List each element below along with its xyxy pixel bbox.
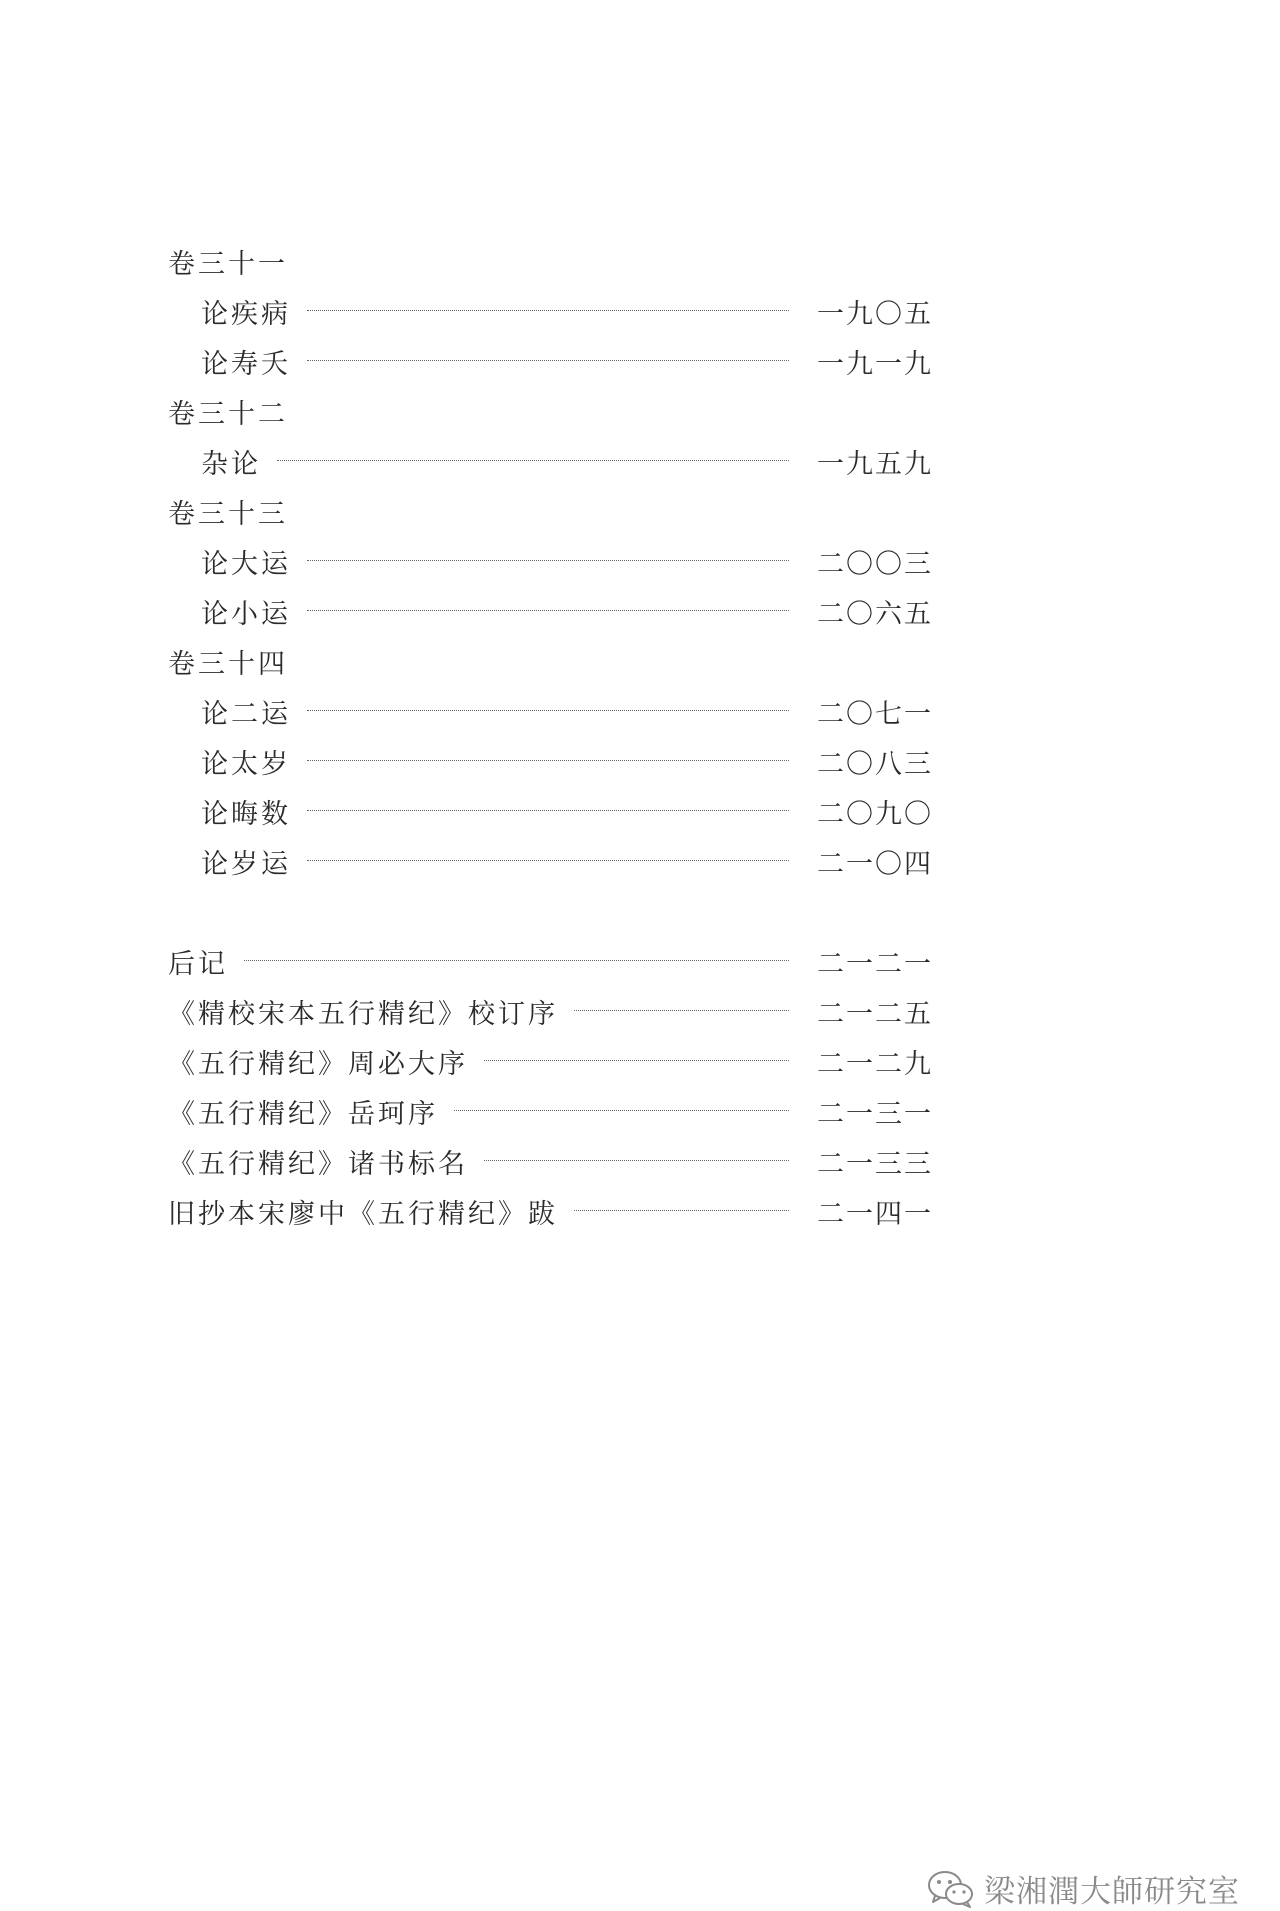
- toc-label: 论二运: [201, 698, 291, 730]
- toc-entry: [168, 686, 933, 736]
- toc-entry: [168, 586, 933, 636]
- toc-label: 卷三十一: [168, 248, 288, 280]
- dotted-leader: [307, 860, 789, 861]
- dotted-leader: [307, 560, 789, 561]
- toc-entry: [168, 286, 933, 336]
- toc-entry: [168, 1086, 933, 1136]
- toc-label: 《五行精纪》诸书标名: [168, 1148, 468, 1180]
- toc-entry: [168, 336, 933, 386]
- toc-page-number: 一九一九: [817, 348, 933, 380]
- dotted-leader: [307, 760, 789, 761]
- toc-page-number: 二〇九〇: [817, 798, 933, 830]
- dotted-leader: [307, 360, 789, 361]
- toc-label: 后记: [168, 948, 228, 980]
- toc-page-number: 二一三一: [817, 1098, 933, 1130]
- toc-label: 《精校宋本五行精纪》校订序: [168, 998, 558, 1030]
- toc-volume-heading: [168, 636, 933, 686]
- dotted-leader: [307, 810, 789, 811]
- toc-page-number: 一九五九: [817, 448, 933, 480]
- toc-label: 论疾病: [201, 298, 291, 330]
- dotted-leader: [277, 460, 789, 461]
- toc-page-number: 二一二九: [817, 1048, 933, 1080]
- toc-page-number: 二〇六五: [817, 598, 933, 630]
- toc-volume-heading: [168, 386, 933, 436]
- dotted-leader: [484, 1060, 789, 1061]
- watermark-text: 梁湘潤大師研究室: [984, 1874, 1240, 1910]
- dotted-leader: [307, 310, 789, 311]
- toc-entry: [168, 786, 933, 836]
- toc-entry: [168, 836, 933, 886]
- toc-page-number: 二一二五: [817, 998, 933, 1030]
- toc-label: 论晦数: [201, 798, 291, 830]
- watermark: [926, 1866, 1240, 1911]
- table-of-contents: [168, 236, 933, 1236]
- dotted-leader: [574, 1210, 789, 1211]
- toc-page-number: 二一三三: [817, 1148, 933, 1180]
- toc-volume-heading: [168, 486, 933, 536]
- toc-page-number: 一九〇五: [817, 298, 933, 330]
- toc-label: 卷三十二: [168, 398, 288, 430]
- dotted-leader: [574, 1010, 789, 1011]
- toc-label: 论寿夭: [201, 348, 291, 380]
- toc-page-number: 二〇八三: [817, 748, 933, 780]
- wechat-icon: [926, 1869, 976, 1909]
- toc-entry: [168, 536, 933, 586]
- toc-label: 旧抄本宋廖中《五行精纪》跋: [168, 1198, 558, 1230]
- toc-page-number: 二一〇四: [817, 848, 933, 880]
- dotted-leader: [307, 610, 789, 611]
- toc-label: 《五行精纪》岳珂序: [168, 1098, 438, 1130]
- toc-page-number: 二一二一: [817, 948, 933, 980]
- toc-label: 卷三十三: [168, 498, 288, 530]
- dotted-leader: [484, 1160, 789, 1161]
- toc-page-number: 二一四一: [817, 1198, 933, 1230]
- toc-label: 论小运: [201, 598, 291, 630]
- toc-label: 论岁运: [201, 848, 291, 880]
- toc-label: 《五行精纪》周必大序: [168, 1048, 468, 1080]
- toc-entry: [168, 1036, 933, 1086]
- toc-entry: [168, 1186, 933, 1236]
- toc-page-number: 二〇〇三: [817, 548, 933, 580]
- dotted-leader: [454, 1110, 789, 1111]
- dotted-leader: [307, 710, 789, 711]
- toc-volume-heading: [168, 236, 933, 286]
- toc-entry: [168, 986, 933, 1036]
- toc-page-number: 二〇七一: [817, 698, 933, 730]
- toc-label: 论太岁: [201, 748, 291, 780]
- toc-label: 论大运: [201, 548, 291, 580]
- toc-label: 卷三十四: [168, 648, 288, 680]
- toc-entry: [168, 1136, 933, 1186]
- toc-entry: [168, 736, 933, 786]
- toc-entry: [168, 936, 933, 986]
- toc-label: 杂论: [201, 448, 261, 480]
- toc-entry: [168, 436, 933, 486]
- dotted-leader: [244, 960, 789, 961]
